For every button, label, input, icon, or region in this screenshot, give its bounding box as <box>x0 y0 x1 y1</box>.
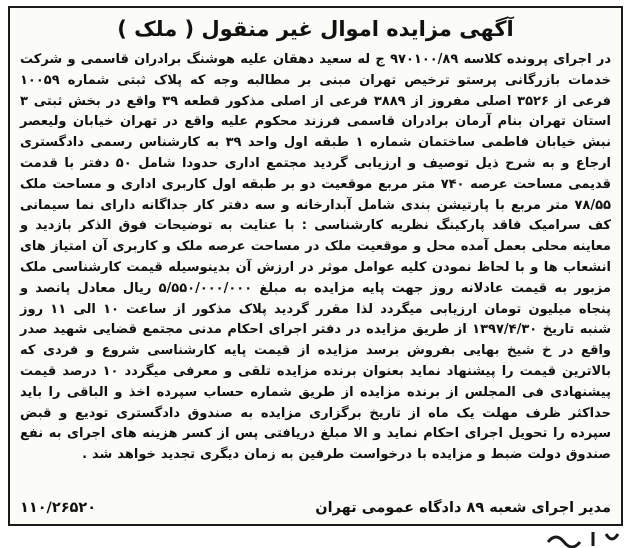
reference-code: ۱۱۰/۲۶۵۲۰ <box>20 500 97 516</box>
auction-notice <box>8 6 623 526</box>
issuer-signature: مدیر اجرای شعبه ۸۹ دادگاه عمومی تهران <box>315 500 611 516</box>
cropped-glyphs-graphic <box>8 528 623 548</box>
cropped-next-notice <box>8 528 623 548</box>
notice-body: در اجرای پرونده کلاسه ۹۷۰۱۰۰/۸۹ ج له سعید دهقان علیه هوشنگ برادران قاسمی و شرکت خدمات بازرگانی پرستو ترخیص تهران مبنی بر مطالبه وجه که پلاک ثبتی شماره ۱۰۰۵۹ فرعی از ۳۵۲۶ اصلی مفروز از ۳۸۸۹ فرعی از اصلی مذکور قطعه ۳۹ واقع در بخش ثبتی ۳ استان تهران بنام آرمان برادران قاسمی فرزند محکوم علیه واقع در تهران خیابان ولیعصر نبش خیابان فاطمی ساختمان شماره ۱ طبقه اول واحد ۳۹ به کارشناس رسمی دادگستری ارجاع و به شرح ذیل توصیف و ارزیابی گردید مجتمع اداری حدودا شامل ۵۰ دفتر با قدمت قدیمی مساحت عرصه ۷۴۰ متر مربع موقعیت دو بر طبقه اول کاربری اداری و مساحت ملک ۷۸/۵۵ متر مربع با پارتیشن بندی شامل آبدارخانه و سه دفتر کار جداگانه دارای نما سیمانی کف سرامیک فاقد پارکینگ نظریه کارشناسی : با عنایت به توضیحات فوق الذکر بازدید و معاینه محلی بعمل آمده محل و موقعیت ملک در مساحت عرصه ملک و کاربری آن امتیاز های انشعاب ها و با لحاظ نمودن کلیه عوامل موثر در ارزش آن بدینوسیله قیمت کارشناسی ملک مزبور به قیمت عادلانه روز جهت پایه مزایده به مبلغ ۵/۵۵۰/۰۰۰/۰۰۰ ریال معادل پانصد و پنجاه میلیون تومان ارزیابی میگردد لذا مقرر گردید پلاک مذکور از ساعت ۱۰ الی ۱۱ روز شنبه تاریخ ۱۳۹۷/۴/۳۰ از طریق مزایده در دفتر اجرای احکام مدنی مجتمع قضایی شهید صدر واقع در خ شیخ بهایی بفروش برسد مزایده از قیمت پایه کارشناسی شروع و فردی که بالاترین قیمت را پیشنهاد نماید بعنوان برنده مزایده تلقی و معرفی میگردد ۱۰ درصد قیمت پیشنهادی فی المجلس از برنده مزایده از طریق شماره حساب سپرده اخذ و الباقی را باید حداکثر ظرف مهلت یک ماه از تاریخ برگزاری مزایده به صندوق دادگستری تودیع و قبض سپرده را تحویل اجرای احکام نماید و الا مبلغ دریافتی پس از کسر هزینه های اجرای به نفع صندوق دولت ضبط و مزایده با درخواست طرفین به زمان دیگری تجدید خواهد شد . <box>20 52 612 463</box>
notice-footer <box>20 496 611 520</box>
notice-title: آگهی مزایده اموال غیر منقول ( ملک ) <box>117 17 514 41</box>
